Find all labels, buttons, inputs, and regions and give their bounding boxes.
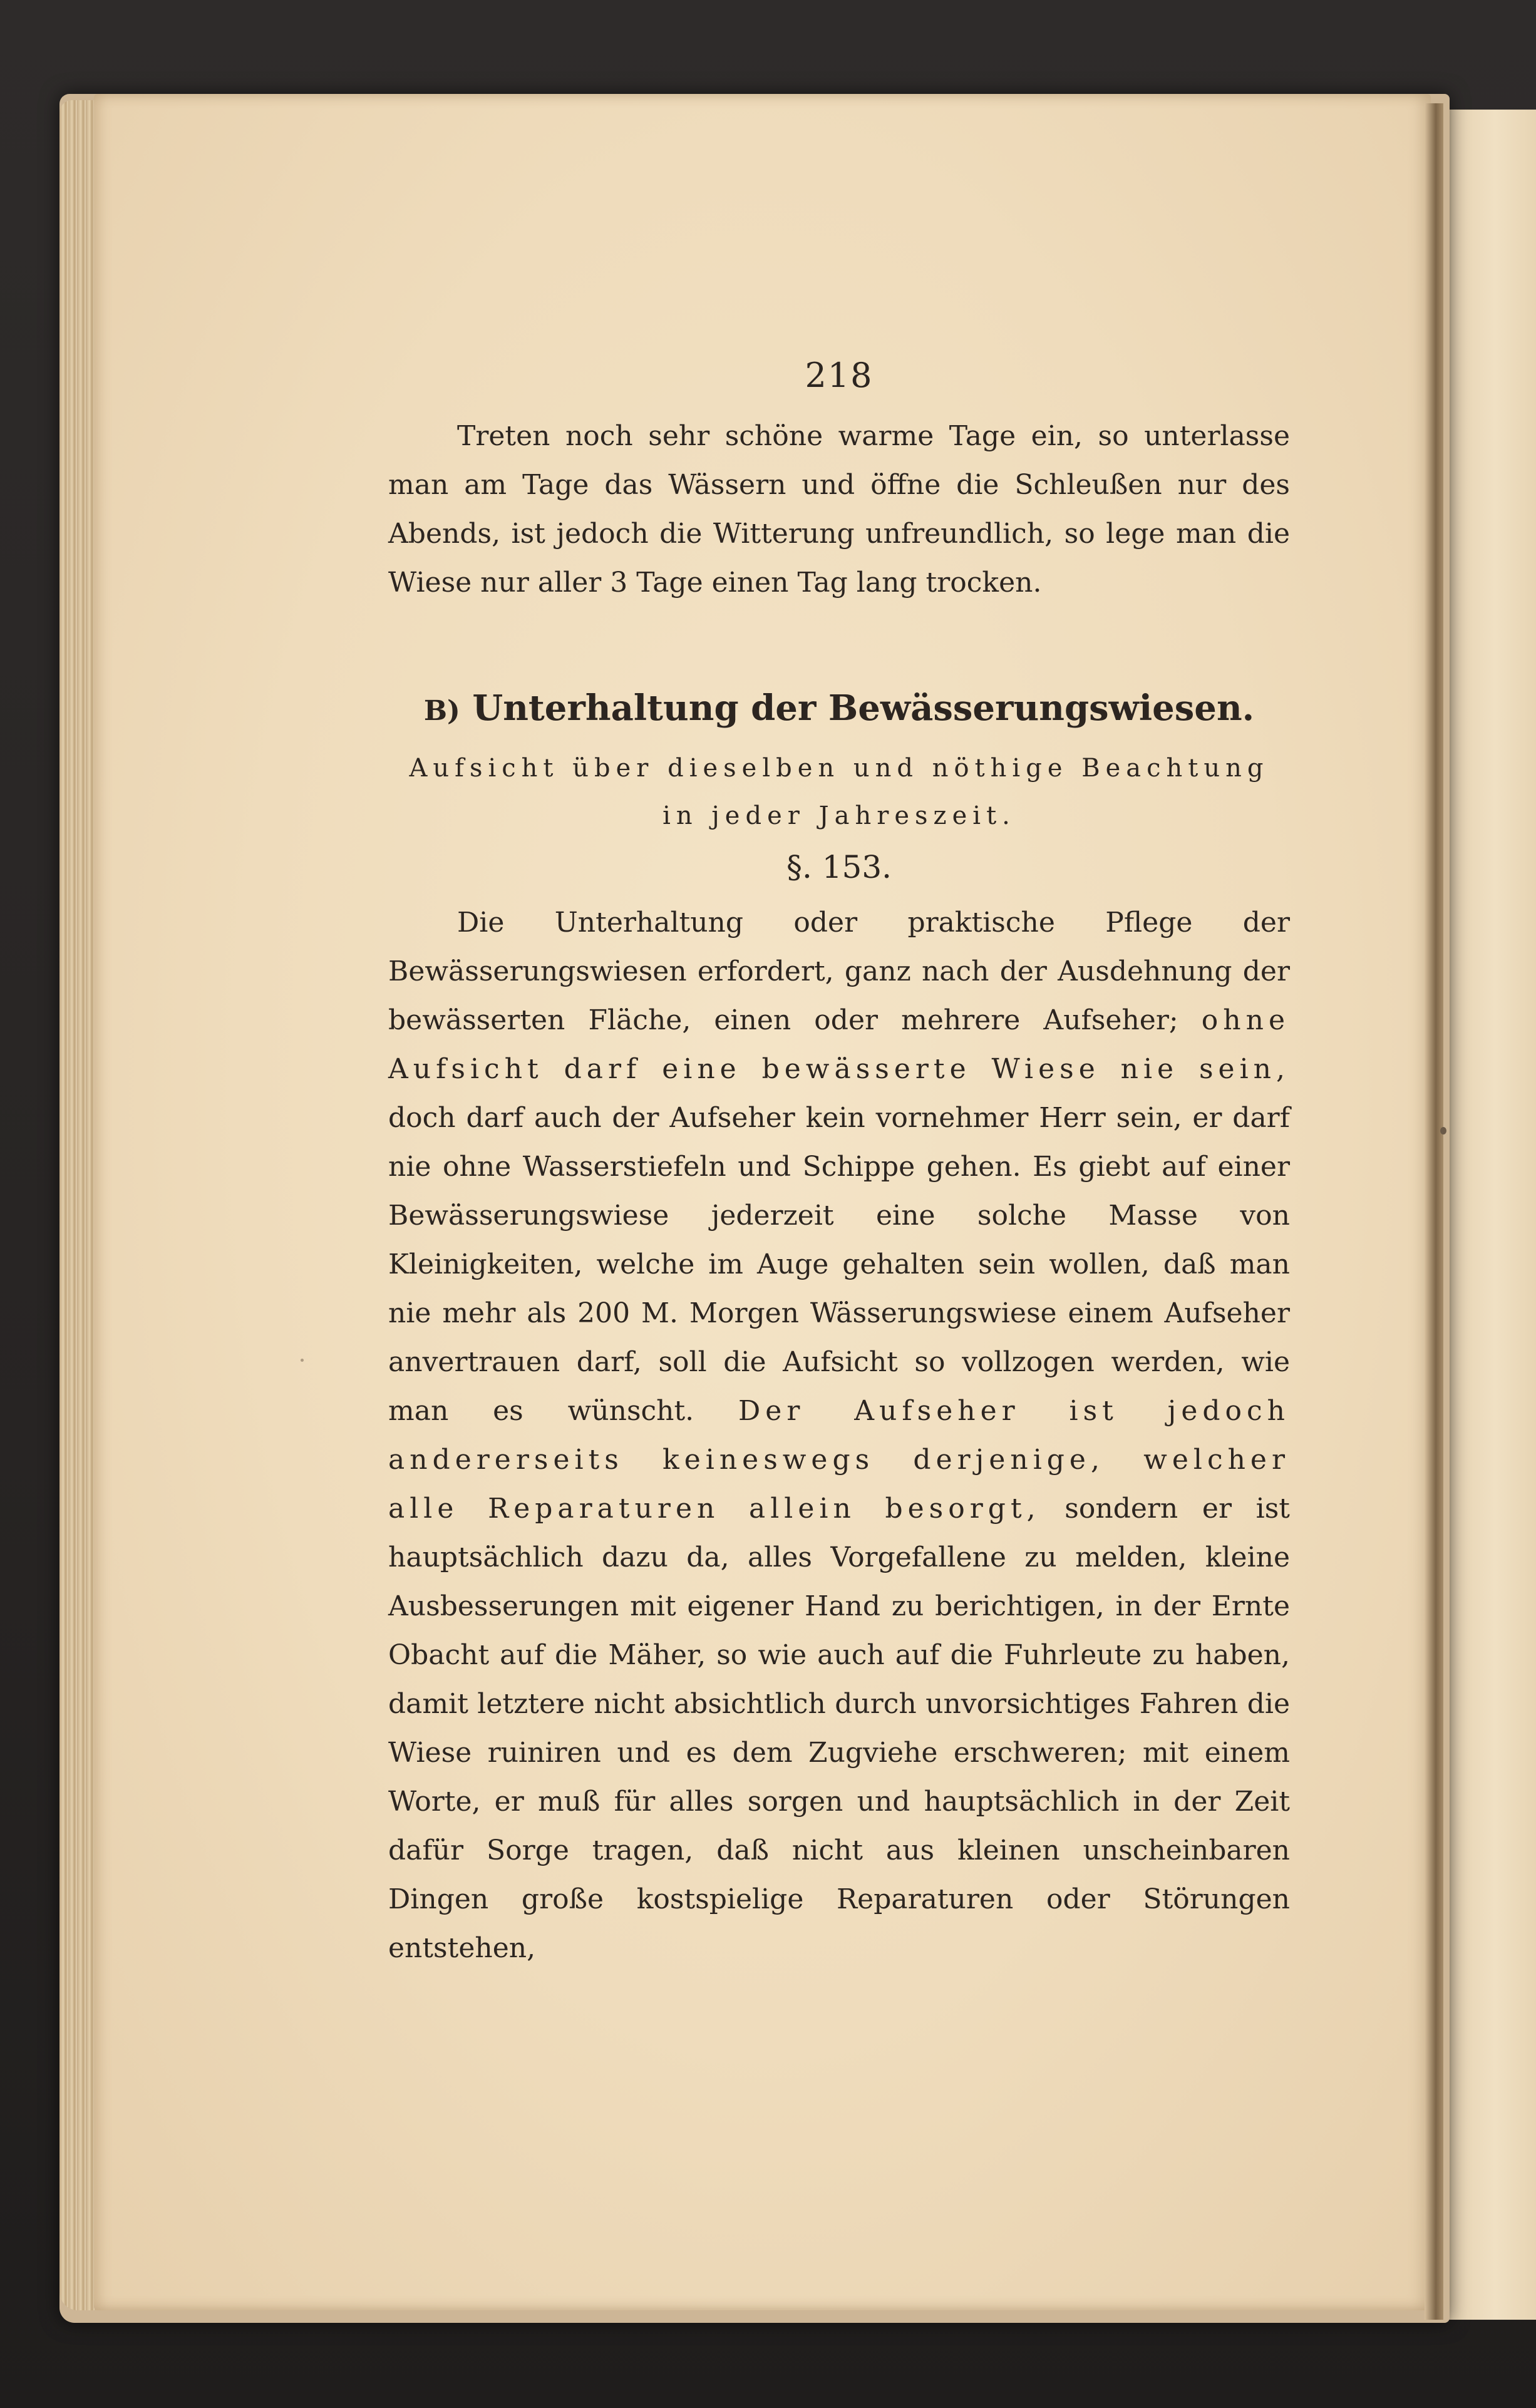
subheading: Aufsicht über dieselben und nöthige Beachtung in jeder Jahreszeit. (409, 754, 1269, 830)
body-part-5: sondern er ist hauptsächlich dazu da, alles Vorgefallene zu melden, kleine Ausbesserungen mit eigener Hand zu berichtigen, in der Ernte Obacht auf die Mäher, so wie auch auf die Fuhrleute zu haben, damit letztere nicht absichtlich durch unvorsichtiges Fahren die Wiese ruiniren und es dem Zugviehe erschweren; mit einem Worte, er muß für alles sorgen und hauptsächlich in der Zeit dafür Sorge tragen, daß nicht aus kleinen unscheinbaren Dingen große kostspielige Reparaturen oder Störungen entstehen, (388, 1493, 1290, 1964)
ink-speck (1440, 1127, 1446, 1135)
section-number: §. 153. (786, 849, 892, 885)
paragraph-top-text: Treten noch sehr schöne warme Tage ein, so unterlasse man am Tage das Wässern und öffne die Schleußen nur des Abends, ist jedoch die Witterung unfreundlich, so lege man die Wiese nur aller 3 Tage einen Tag lang trocken. (388, 420, 1290, 599)
paragraph-top (388, 412, 1290, 607)
body-part-3: doch darf auch der Aufseher kein vornehmer Herr sein, er darf nie ohne Wasserstiefeln und Schippe gehen. Es giebt auf einer Bewässerungswiese jederzeit eine solche Masse von Kleinigkeiten, welche im Auge gehalten sein wollen, daß man nie mehr als 200 M. Morgen Wässerungswiese einem Aufseher anvertrauen darf, soll die Aufsicht so vollzogen werden, wie man es wünscht. (388, 1102, 1290, 1427)
heading-title: Unterhaltung der Bewässerungswiesen. (472, 687, 1255, 729)
heading-prefix: B) (423, 695, 460, 727)
body-part-2-spaced: ohne Aufsicht darf eine bewässerte Wiese nie sein, (388, 1004, 1290, 1085)
page-number: 218 (805, 356, 874, 395)
section-heading (388, 681, 1290, 738)
body-part-4-spaced: Der Aufseher ist jedoch andererseits keineswegs derjenige, welcher alle Reparaturen allein besorgt, (388, 1395, 1290, 1525)
body-paragraph (388, 898, 1290, 1973)
body-part-1: Die Unterhaltung oder praktische Pflege der Bewässerungswiesen erfordert, ganz nach der Ausdehnung der bewässerten Fläche, einen oder mehrere Aufseher; (388, 907, 1290, 1036)
book-gutter (1425, 103, 1443, 2320)
ink-speck (301, 1359, 304, 1362)
page-text (388, 351, 1290, 1973)
